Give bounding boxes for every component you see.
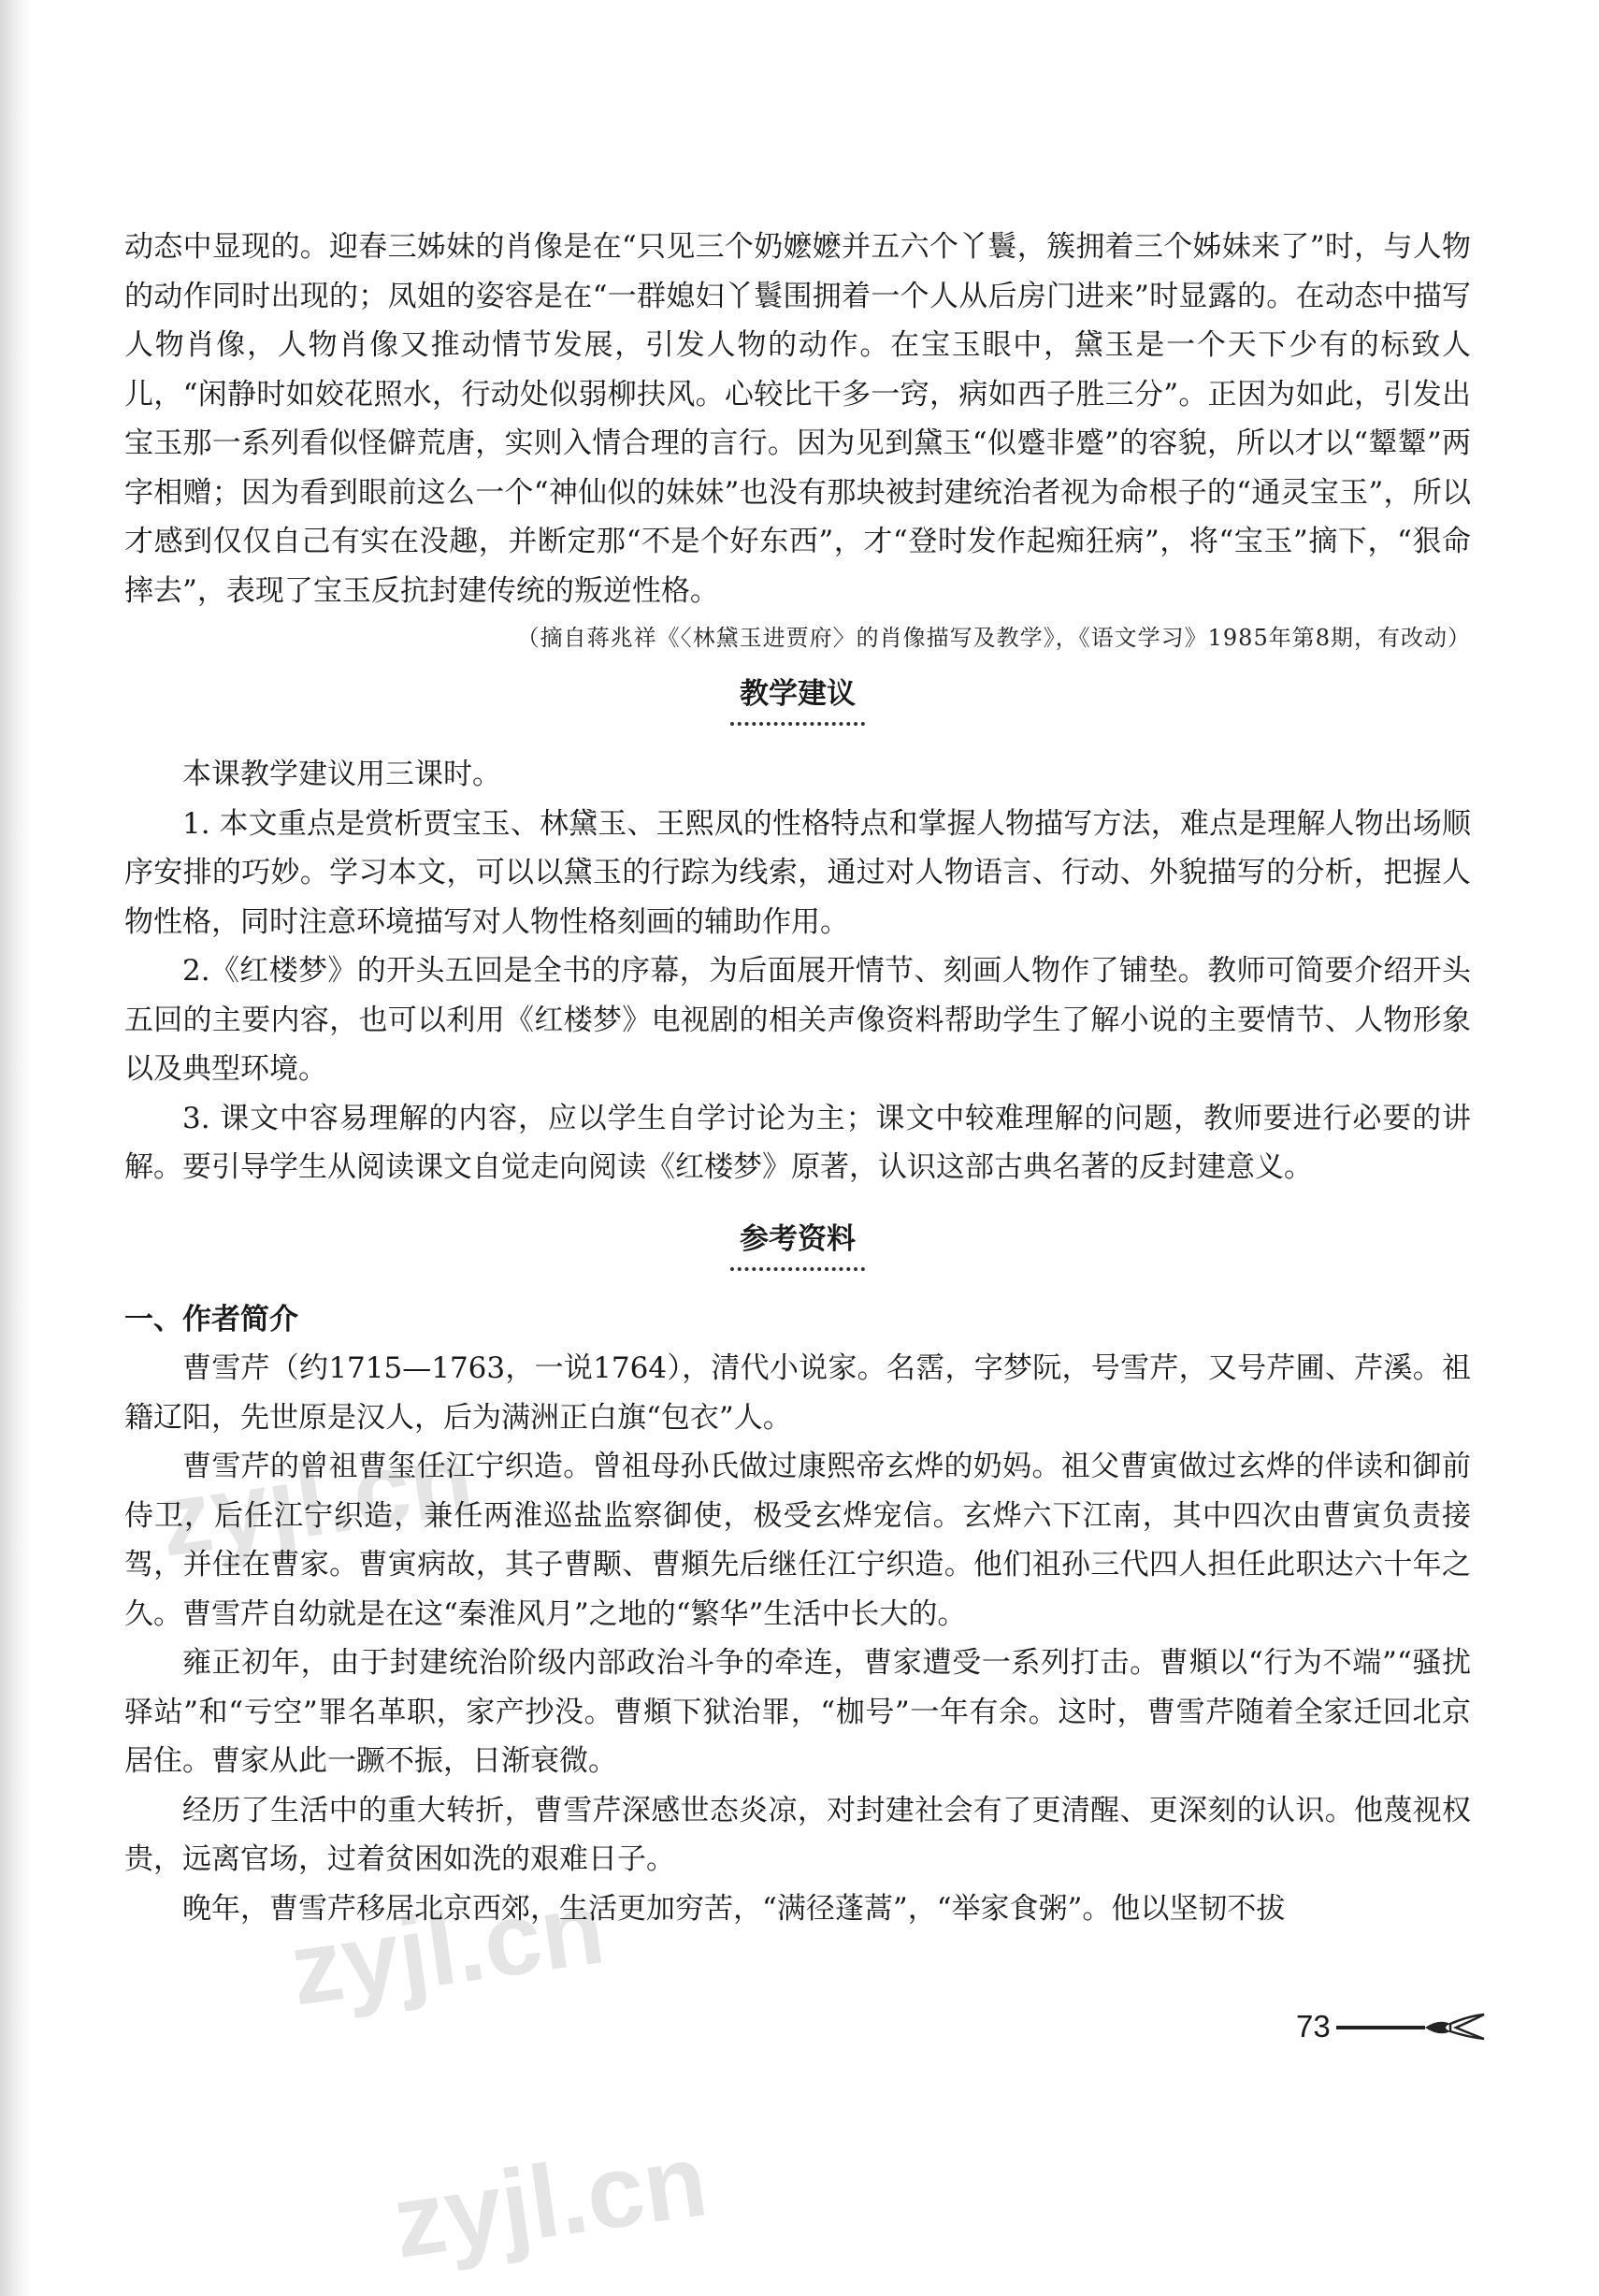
section-title-text: 教学建议 <box>730 673 865 726</box>
teaching-item: 3. 课文中容易理解的内容，应以学生自学讨论为主；课文中较难理解的问题，教师要进行必要的讲解。要引导学生从阅读课文自觉走向阅读《红楼梦》原著，认识这部古典名著的反封建意义。 <box>124 1101 1471 1184</box>
teaching-item: 1. 本文重点是赏析贾宝玉、林黛玉、王熙凤的性格特点和掌握人物描写方法，难点是理解人物出场顺序安排的巧妙。学习本文，可以以黛玉的行踪为线索，通过对人物语言、行动、外貌描写的分析，把握人物性格，同时注意环境描写对人物性格刻画的辅助作用。 <box>124 806 1471 939</box>
citation: （摘自蒋兆祥《〈林黛玉进贾府〉的肖像描写及教学》，《语文学习》1985年第8期，有改动） <box>516 625 1471 651</box>
page-number: 73 <box>1296 2009 1331 2043</box>
reference-paragraph: 雍正初年，由于封建统治阶级内部政治斗争的牵连，曹家遭受一系列打击。曹頫以“行为不端”“骚扰驿站”和“亏空”罪名革职，家产抄没。曹頫下狱治罪，“枷号”一年有余。这时，曹雪芹随着全家迁回北京居住。曹家从此一蹶不振，日渐衰微。 <box>124 1646 1471 1778</box>
section-title-reference <box>124 1219 1471 1271</box>
watermark: zyjl.cn <box>386 2122 714 2280</box>
teaching-item: 2.《红楼梦》的开头五回是全书的序幕，为后面展开情节、刻画人物作了铺垫。教师可简要介绍开头五回的主要内容，也可以利用《红楼梦》电视剧的相关声像资料帮助学生了解小说的主要情节、人物形象以及典型环境。 <box>124 954 1471 1086</box>
body-paragraph: 动态中显现的。迎春三姊妹的肖像是在“只见三个奶嬷嬷并五六个丫鬟，簇拥着三个姊妹来了”时，与人物的动作同时出现的；凤姐的姿容是在“一群媳妇丫鬟围拥着一个人从后房门进来”时显露的。在动态中描写人物肖像，人物肖像又推动情节发展，引发人物的动作。在宝玉眼中，黛玉是一个天下少有的标致人儿，“闲静时如姣花照水，行动处似弱柳扶风。心较比干多一窍，病如西子胜三分”。正因为如此，引发出宝玉那一系列看似怪僻荒唐，实则入情合理的言行。因为见到黛玉“似蹙非蹙”的容貌，所以才以“颦颦”两字相赠；因为看到眼前这么一个“神仙似的妹妹”也没有那块被封建统治者视为命根子的“通灵宝玉”，所以才感到仅仅自己有实在没趣，并断定那“不是个好东西”，才“登时发作起痴狂病”，将“宝玉”摘下，“狠命摔去”，表现了宝玉反抗封建传统的叛逆性格。 <box>124 230 1471 608</box>
page-footer <box>1296 2004 1486 2049</box>
pen-nib-ornament-icon <box>1336 2013 1486 2041</box>
watermark: zyjl.cn <box>283 1870 612 2028</box>
teaching-intro: 本课教学建议用三课时。 <box>182 758 501 791</box>
subhead-author-intro: 一、作者简介 <box>124 1302 298 1336</box>
section-title-text: 参考资料 <box>730 1219 865 1271</box>
reference-paragraph: 经历了生活中的重大转折，曹雪芹深感世态炎凉，对封建社会有了更清醒、更深刻的认识。他蔑视权贵，远离官场，过着贫困如洗的艰难日子。 <box>124 1793 1471 1876</box>
page-edge-shadow <box>0 0 32 2296</box>
watermark: zyjl.cn <box>152 1421 481 1579</box>
reference-paragraph: 晚年，曹雪芹移居北京西郊，生活更加穷苦，“满径蓬蒿”，“举家食粥”。他以坚韧不拔 <box>182 1891 1286 1926</box>
reference-paragraph: 曹雪芹的曾祖曹玺任江宁织造。曾祖母孙氏做过康熙帝玄烨的奶妈。祖父曹寅做过玄烨的伴读和御前侍卫，后任江宁织造，兼任两淮巡盐监察御使，极受玄烨宠信。玄烨六下江南，其中四次由曹寅负责接驾，并住在曹家。曹寅病故，其子曹颙、曹頫先后继任江宁织造。他们祖孙三代四人担任此职达六十年之久。曹雪芹自幼就是在这“秦淮风月”之地的“繁华”生活中长大的。 <box>124 1450 1471 1631</box>
page-content <box>124 223 1471 1933</box>
reference-paragraph: 曹雪芹（约1715—1763，一说1764），清代小说家。名霑，字梦阮，号雪芹，又号芹圃、芹溪。祖籍辽阳，先世原是汉人，后为满洲正白旗“包衣”人。 <box>124 1351 1471 1435</box>
section-title-teaching <box>124 673 1471 726</box>
